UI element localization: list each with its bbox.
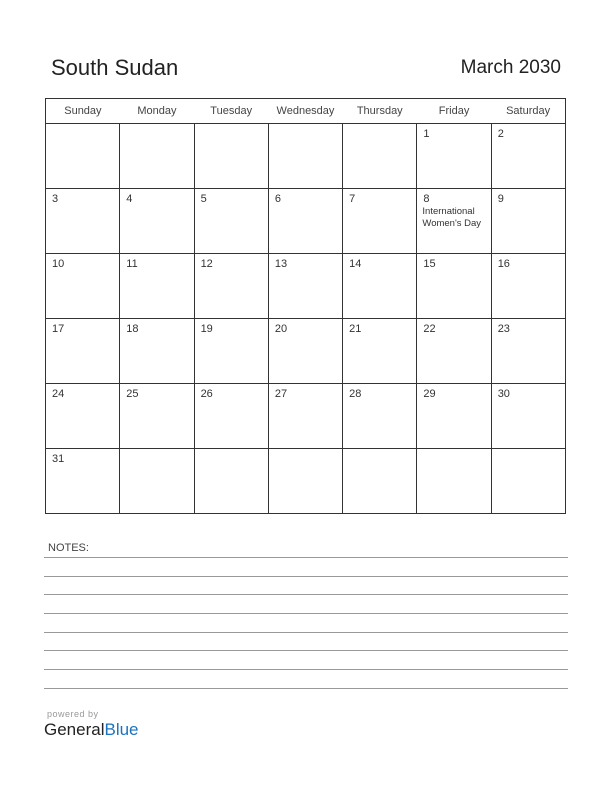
calendar-week-row <box>46 124 566 189</box>
calendar-day-cell <box>268 384 342 449</box>
calendar-day-cell <box>268 189 342 254</box>
day-number: 2 <box>497 128 504 140</box>
weekday-wednesday: Wednesday <box>268 99 342 124</box>
day-number: 19 <box>200 323 213 335</box>
day-number: 18 <box>126 323 139 335</box>
note-line <box>44 632 568 633</box>
day-number: 16 <box>497 258 510 270</box>
calendar-day-cell <box>120 254 194 319</box>
day-number: 6 <box>274 193 281 205</box>
calendar-day-cell <box>46 319 120 384</box>
day-number: 24 <box>52 388 65 400</box>
calendar-day-cell <box>120 384 194 449</box>
calendar-day-cell <box>268 449 342 514</box>
day-number: 3 <box>52 193 59 205</box>
brand-general: General <box>44 720 105 739</box>
calendar-day-cell <box>268 254 342 319</box>
calendar-day-cell <box>491 254 565 319</box>
powered-by-text: powered by <box>47 709 99 719</box>
calendar-day-cell <box>343 449 417 514</box>
calendar-day-cell <box>194 254 268 319</box>
calendar-grid <box>45 98 566 514</box>
calendar-day-cell <box>343 254 417 319</box>
note-line <box>44 669 568 670</box>
calendar-day-cell <box>120 319 194 384</box>
calendar-day-cell <box>491 189 565 254</box>
calendar-week-row <box>46 384 566 449</box>
day-number: 21 <box>349 323 362 335</box>
calendar-day-cell <box>268 124 342 189</box>
calendar-day-cell <box>194 189 268 254</box>
day-number: 5 <box>200 193 207 205</box>
note-line <box>44 613 568 614</box>
day-number: 26 <box>200 388 213 400</box>
calendar-day-cell <box>417 449 491 514</box>
day-number: 28 <box>349 388 362 400</box>
brand-blue: Blue <box>104 720 139 739</box>
calendar-day-cell <box>46 189 120 254</box>
calendar-day-cell <box>46 124 120 189</box>
calendar-day-cell <box>491 384 565 449</box>
calendar-day-cell <box>46 384 120 449</box>
day-number: 10 <box>52 258 65 270</box>
weekday-tuesday: Tuesday <box>194 99 268 124</box>
holiday-label: International Women's Day <box>422 206 482 229</box>
calendar-day-cell <box>417 319 491 384</box>
weekday-header-row <box>46 99 566 124</box>
day-number: 31 <box>52 453 65 465</box>
weekday-monday: Monday <box>120 99 194 124</box>
calendar-week-row <box>46 254 566 319</box>
day-number: 30 <box>497 388 510 400</box>
calendar-day-cell <box>194 124 268 189</box>
calendar-day-cell <box>491 124 565 189</box>
notes-label: NOTES: <box>48 542 89 554</box>
calendar-day-cell <box>417 189 491 254</box>
calendar-week-row <box>46 319 566 384</box>
calendar-day-cell <box>343 124 417 189</box>
calendar-day-cell <box>417 384 491 449</box>
calendar-day-cell <box>417 124 491 189</box>
calendar-day-cell <box>343 384 417 449</box>
day-number: 12 <box>200 258 213 270</box>
day-number: 4 <box>126 193 133 205</box>
day-number: 20 <box>274 323 288 335</box>
day-number: 11 <box>126 258 138 270</box>
calendar-day-cell <box>46 254 120 319</box>
calendar-day-cell <box>268 319 342 384</box>
calendar-day-cell <box>343 319 417 384</box>
calendar-day-cell <box>194 319 268 384</box>
day-number: 14 <box>349 258 362 270</box>
calendar-week-row <box>46 189 566 254</box>
calendar-week-row <box>46 449 566 514</box>
weekday-friday: Friday <box>417 99 491 124</box>
day-number: 29 <box>423 388 436 400</box>
day-number: 15 <box>423 258 436 270</box>
calendar-day-cell <box>120 449 194 514</box>
calendar-day-cell <box>343 189 417 254</box>
note-line <box>44 688 568 689</box>
day-number: 13 <box>274 258 288 270</box>
weekday-thursday: Thursday <box>343 99 417 124</box>
calendar-day-cell <box>194 384 268 449</box>
day-number: 8 <box>423 193 430 205</box>
day-number: 7 <box>349 193 356 205</box>
calendar-day-cell <box>491 319 565 384</box>
note-line <box>44 650 568 651</box>
day-number: 25 <box>126 388 139 400</box>
calendar-day-cell <box>491 449 565 514</box>
day-number: 23 <box>497 323 510 335</box>
day-number: 22 <box>423 323 436 335</box>
day-number: 17 <box>52 323 65 335</box>
calendar-day-cell <box>417 254 491 319</box>
day-number: 1 <box>423 128 430 140</box>
day-number: 9 <box>497 193 504 205</box>
weekday-sunday: Sunday <box>46 99 120 124</box>
calendar-day-cell <box>120 189 194 254</box>
note-line <box>44 594 568 595</box>
note-line <box>44 576 568 577</box>
calendar-day-cell <box>194 449 268 514</box>
month-title: March 2030 <box>460 57 561 78</box>
country-title: South Sudan <box>51 55 179 80</box>
calendar-day-cell <box>120 124 194 189</box>
day-number: 27 <box>274 388 288 400</box>
weekday-saturday: Saturday <box>491 99 565 124</box>
note-line <box>44 557 568 558</box>
generalblue-logo <box>44 720 139 740</box>
calendar-day-cell <box>46 449 120 514</box>
